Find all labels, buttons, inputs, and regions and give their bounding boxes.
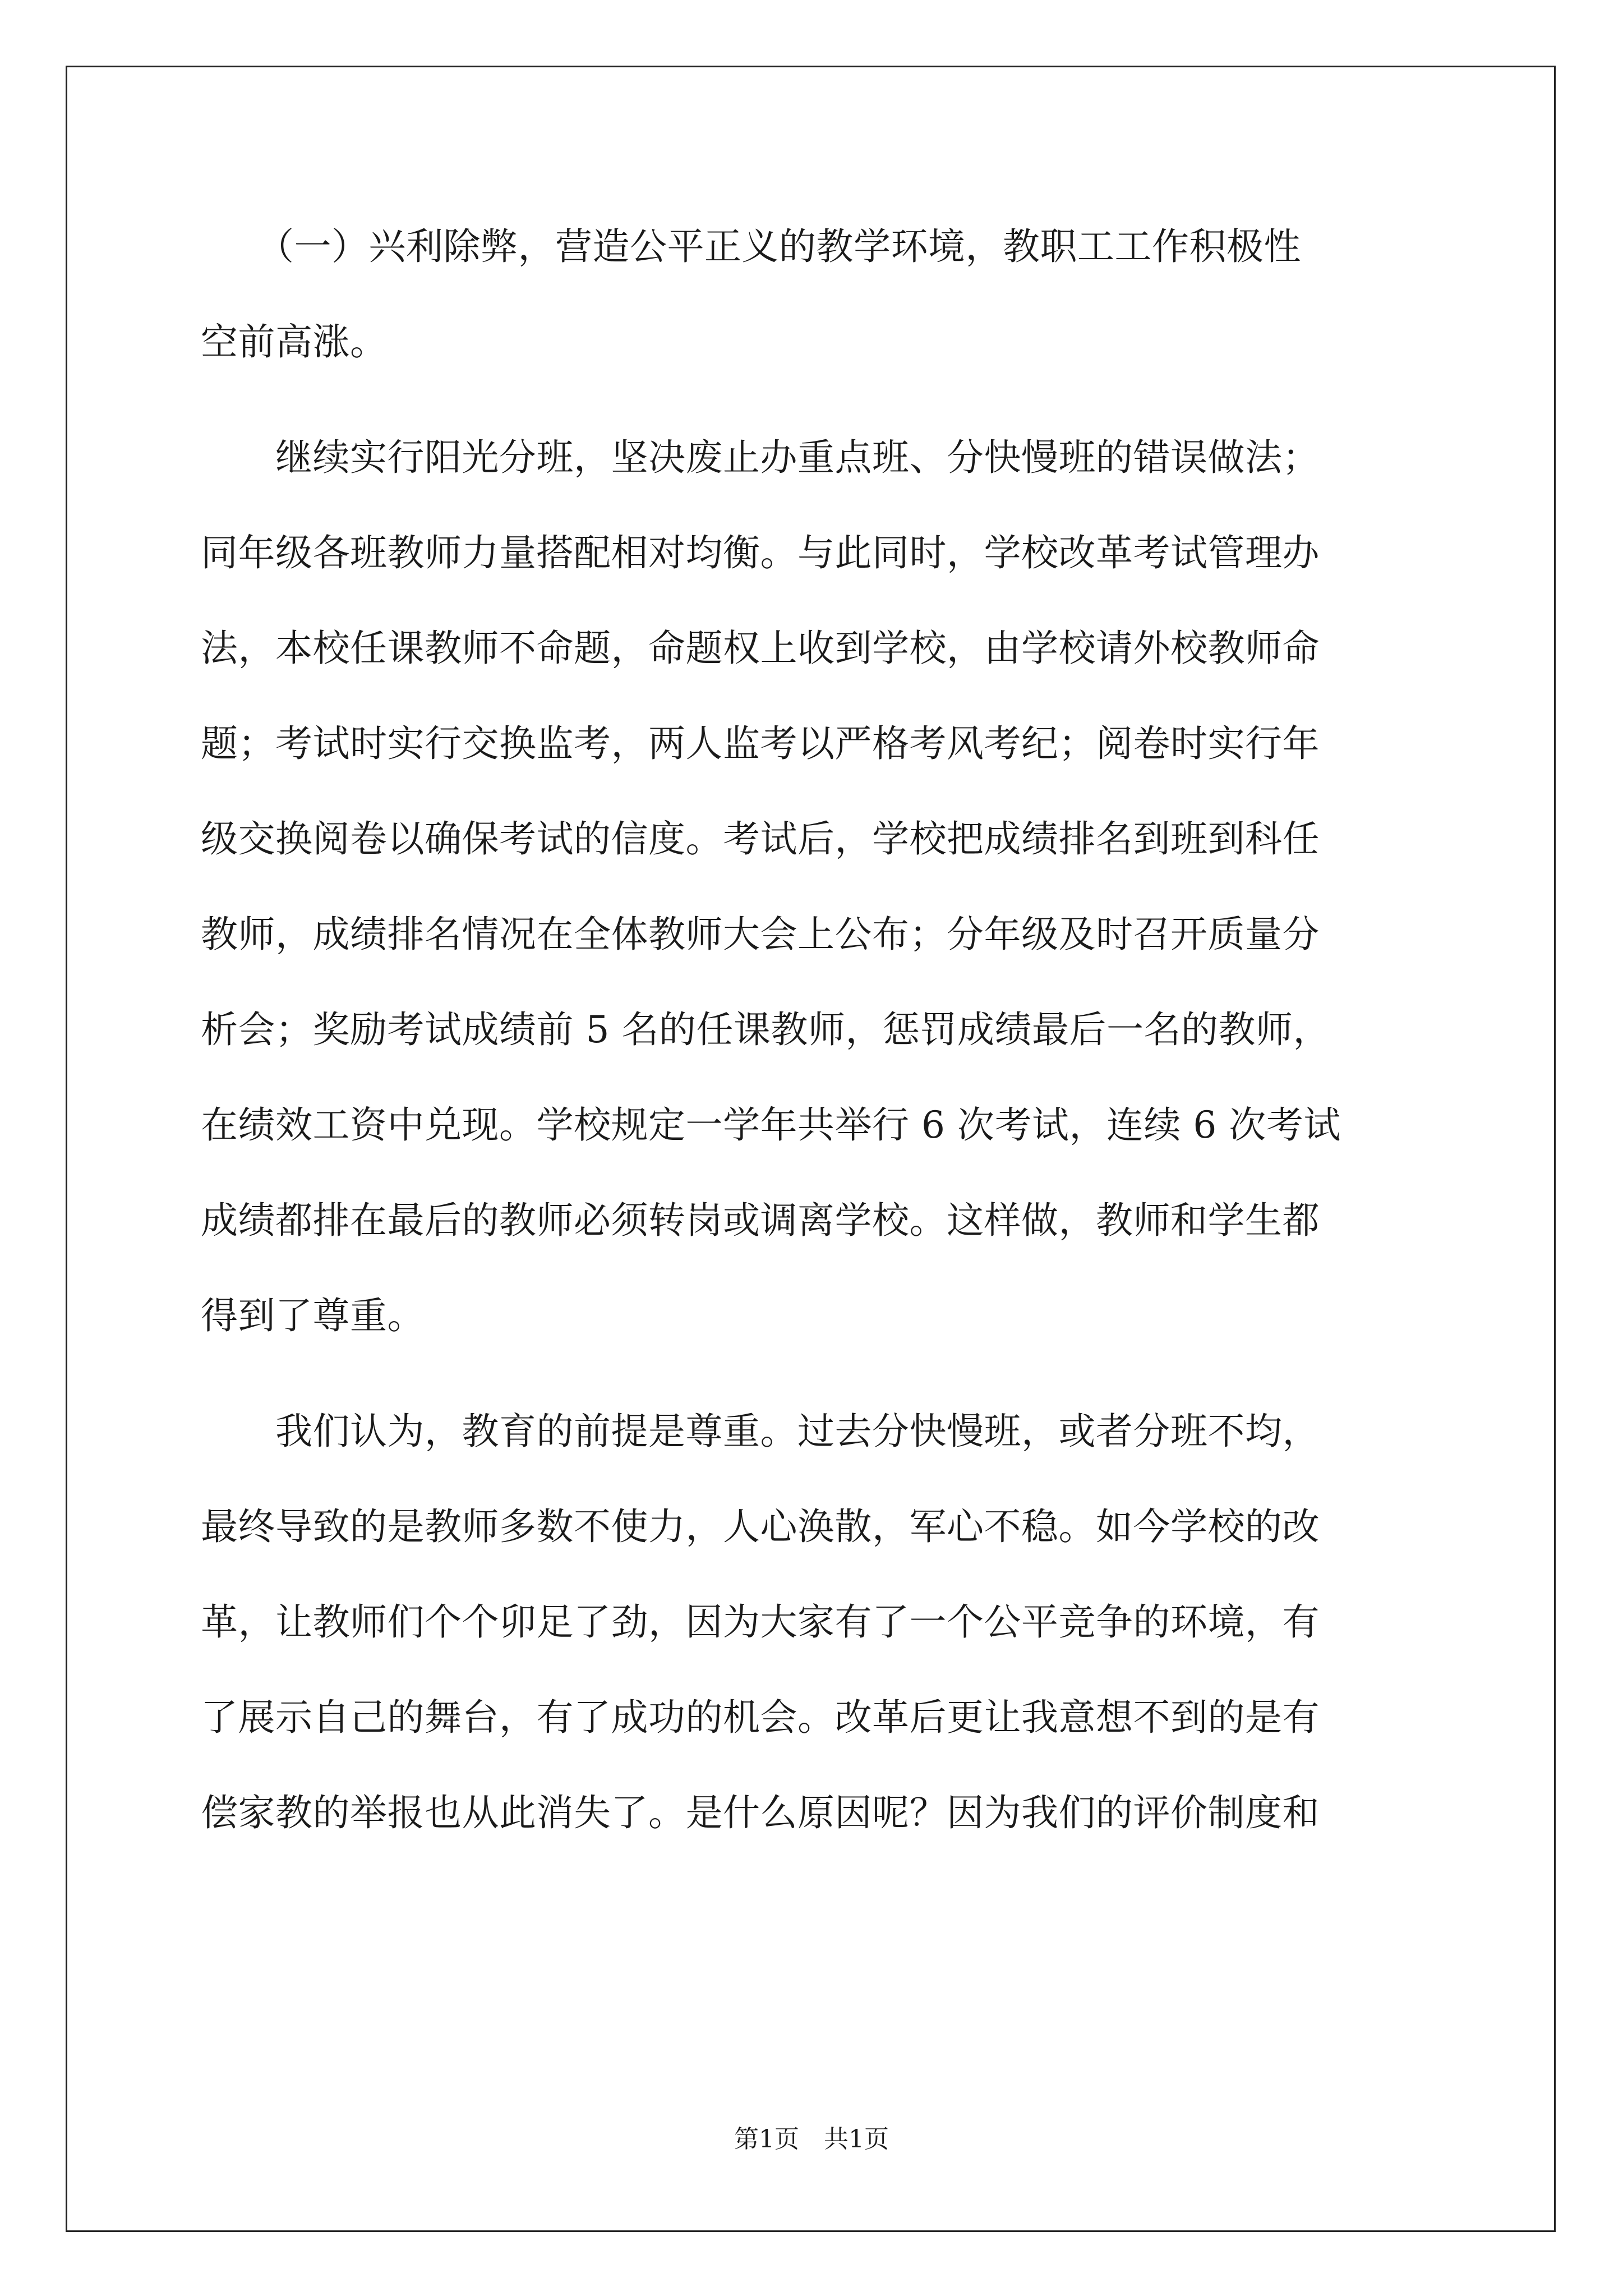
text-line: 了展示自己的舞台，有了成功的机会。改革后更让我意想不到的是有 (201, 1696, 1320, 1739)
text-line: （一）兴利除弊，营造公平正义的教学环境，教职工工作积极性 (201, 225, 1301, 268)
text-line: 偿家教的举报也从此消失了。是什么原因呢？因为我们的评价制度和 (201, 1791, 1320, 1834)
text-line: 同年级各班教师力量搭配相对均衡。与此同时，学校改革考试管理办 (201, 531, 1320, 574)
text-line: 最终导致的是教师多数不使力，人心涣散，军心不稳。如今学校的改 (201, 1505, 1320, 1548)
text-line: 得到了尊重。 (201, 1294, 425, 1337)
paragraph-3 (201, 1401, 1435, 1878)
text-line: 成绩都排在最后的教师必须转岗或调离学校。这样做，教师和学生都 (201, 1199, 1320, 1242)
text-line: 教师，成绩排名情况在全体教师大会上公布；分年级及时召开质量分 (201, 913, 1320, 956)
text-line: 我们认为，教育的前提是尊重。过去分快慢班，或者分班不均， (201, 1410, 1320, 1453)
text-line: 空前高涨。 (201, 320, 388, 364)
text-line: 析会；奖励考试成绩前 5 名的任课教师，惩罚成绩最后一名的教师， (201, 1008, 1330, 1051)
text-line: 在绩效工资中兑现。学校规定一学年共举行 6 次考试，连续 6 次考试 (201, 1103, 1341, 1147)
text-line: 级交换阅卷以确保考试的信度。考试后，学校把成绩排名到班到科任 (201, 817, 1320, 861)
text-line: 题；考试时实行交换监考，两人监考以严格考风考纪；阅卷时实行年 (201, 722, 1320, 765)
document-body (201, 216, 1435, 1878)
page-number-footer: 第1页 共1页 (734, 2125, 889, 2154)
text-line: 革，让教师们个个卯足了劲，因为大家有了一个公平竞争的环境，有 (201, 1600, 1320, 1644)
paragraph-1 (201, 216, 1435, 407)
paragraph-2 (201, 427, 1435, 1381)
text-line: 法，本校任课教师不命题，命题权上收到学校，由学校请外校教师命 (201, 627, 1320, 670)
text-line: 继续实行阳光分班，坚决废止办重点班、分快慢班的错误做法； (201, 436, 1320, 479)
